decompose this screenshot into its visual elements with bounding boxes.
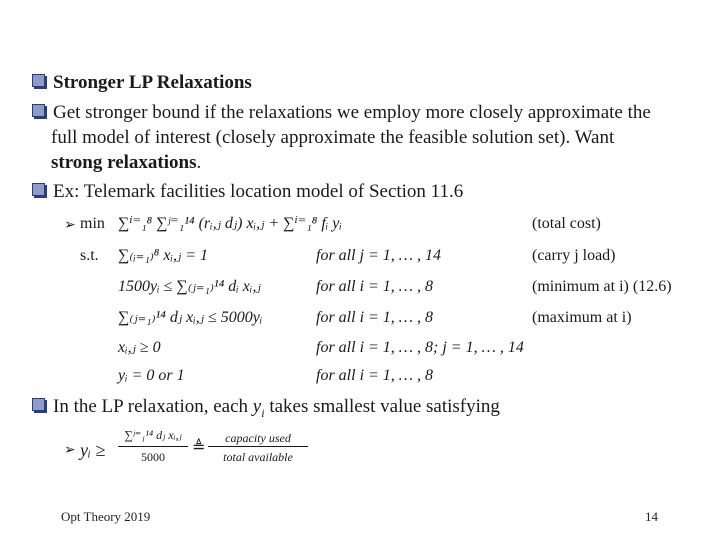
constraint-lhs: ∑₍ᵢ₌₁₎⁸ xᵢ,ⱼ = 1 (118, 247, 209, 264)
bullet-text: Ex: Telemark facilities location model of Section 11.6 (53, 181, 464, 202)
constraint-lhs: yᵢ = 0 or 1 (118, 367, 185, 384)
period: . (196, 152, 202, 173)
constraint-lhs: ∑₍ⱼ₌₁₎¹⁴ dⱼ xᵢ,ⱼ ≤ 5000yᵢ (118, 309, 263, 326)
bullet-text: Get stronger bound if the relaxations we employ more closely approximate the (53, 102, 651, 123)
objective-annotation: (total cost) (532, 215, 601, 232)
footer-course: Opt Theory 2019 (61, 509, 151, 524)
ineq-denominator: 5000 (141, 450, 165, 464)
constraint-lhs: xᵢ,ⱼ ≥ 0 (118, 339, 161, 356)
constraint-annotation: (maximum at i) (532, 309, 632, 326)
constraint-annotation: (minimum at i) (12.6) (532, 278, 672, 295)
min-label: min (80, 215, 105, 232)
constraint-qualifier: for all i = 1, … , 8; j = 1, … , 14 (316, 339, 524, 356)
slide-title (32, 72, 252, 94)
st-label: s.t. (80, 247, 99, 264)
var-subscript: i (261, 405, 265, 420)
fraction-bar (208, 446, 308, 447)
square-bullet-icon (32, 183, 45, 196)
constraint-qualifier: for all i = 1, … , 8 (316, 367, 434, 384)
ratio-numerator: capacity used (225, 431, 291, 445)
bullet-text: In the LP relaxation, each (53, 396, 249, 417)
square-bullet-icon (32, 104, 45, 117)
square-bullet-icon (32, 398, 45, 411)
constraint-qualifier: for all i = 1, … , 8 (316, 278, 434, 295)
defined-as-symbol: ≜ (192, 439, 206, 456)
ratio-denominator: total available (223, 450, 293, 464)
bullet-lp-relaxation (32, 396, 500, 424)
square-bullet-icon (32, 74, 45, 87)
page-number: 14 (645, 509, 658, 524)
bullet-continuation: full model of interest (closely approximate the feasible solution set). Want (51, 127, 615, 148)
bullet-stronger-bound (32, 102, 651, 124)
bullet-example (32, 181, 463, 203)
arrow-bullet-icon: ➢ (64, 218, 76, 233)
constraint-annotation: (carry j load) (532, 247, 616, 264)
bold-phrase: strong relaxations (51, 152, 197, 173)
fraction-bar (118, 446, 188, 447)
constraint-qualifier: for all i = 1, … , 8 (316, 309, 434, 326)
ineq-lhs: yᵢ ≥ (80, 440, 106, 460)
ineq-numerator: ∑ʲ⁼₁¹⁴ dⱼ xᵢ,ⱼ (124, 428, 182, 442)
arrow-bullet-icon: ➢ (64, 443, 76, 458)
title-text: Stronger LP Relaxations (53, 72, 252, 93)
bullet-continuation (51, 152, 201, 174)
objective-function: ∑ⁱ⁼₁⁸ ∑ʲ⁼₁¹⁴ (rᵢ,ⱼ dⱼ) xᵢ,ⱼ + ∑ⁱ⁼₁⁸ fᵢ yᵢ (118, 215, 342, 232)
constraint-lhs: 1500yᵢ ≤ ∑₍ⱼ₌₁₎¹⁴ dᵢ xᵢ,ⱼ (118, 278, 261, 295)
constraint-qualifier: for all j = 1, … , 14 (316, 247, 442, 264)
bullet-text-end: takes smallest value satisfying (269, 396, 500, 417)
var-y: y (252, 396, 262, 417)
